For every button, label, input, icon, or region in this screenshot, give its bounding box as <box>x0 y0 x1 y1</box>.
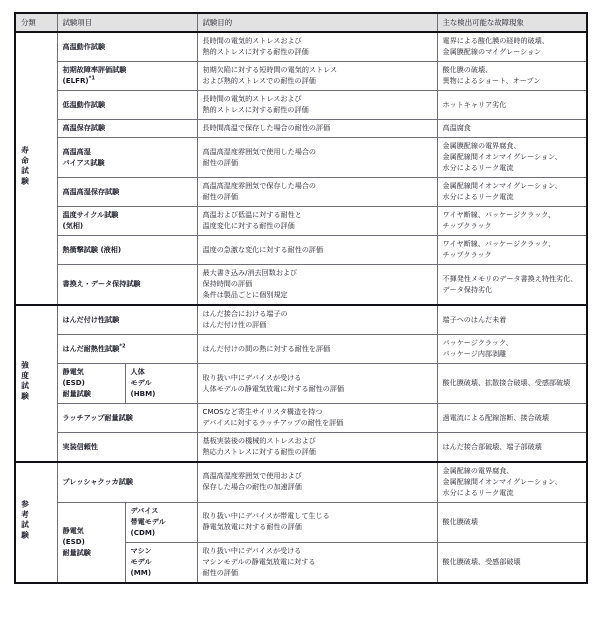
test-purpose-cell: 最大書き込み/消去回数および 保持時間の評価 条件は製品ごとに個別規定 <box>197 265 437 305</box>
table-row <box>15 335 587 364</box>
test-submodel-cell: デバイス 帯電モデル (CDM) <box>125 502 197 542</box>
test-submodel-cell: マシン モデル (MM) <box>125 542 197 582</box>
test-item-cell: 低温動作試験 <box>57 91 197 120</box>
header-fault: 主な検出可能な故障現象 <box>437 13 587 32</box>
group-label-1 <box>15 32 57 305</box>
test-item-cell: 静電気 (ESD) 耐量試験 <box>57 502 125 582</box>
test-purpose-cell: 高温高湿度雰囲気で使用および 保存した場合の耐性の加速評価 <box>197 462 437 502</box>
table-row <box>15 62 587 91</box>
test-purpose-cell: 初期欠陥に対する短時間の電気的ストレス および熱的ストレスでの耐性の評価 <box>197 62 437 91</box>
test-item-cell: はんだ耐熱性試験$^{*2}$ <box>57 335 197 364</box>
test-purpose-cell: はんだ接合における端子の はんだ付け性の評価 <box>197 305 437 334</box>
fault-phenomenon-cell: 電界による酸化膜の経時的破壊、 金属膜配線のマイグレーション <box>437 32 587 61</box>
test-item-cell: 初期故障率評価試験 (ELFR)$^{*1}$ <box>57 62 197 91</box>
fault-phenomenon-cell: 金属配線間イオンマイグレーション、 水分によるリーク電流 <box>437 178 587 207</box>
header-purpose: 試験目的 <box>197 13 437 32</box>
test-item-cell: 書換え・データ保持試験 <box>57 265 197 305</box>
table-row <box>15 207 587 236</box>
test-purpose-cell: 長時間の電気的ストレスおよび 熱的ストレスに対する耐性の評価 <box>197 91 437 120</box>
fault-phenomenon-cell: 酸化膜破壊、受感部破壊 <box>437 542 587 582</box>
table-row <box>15 265 587 305</box>
fault-phenomenon-cell: 金属配線の電界腐食、 金属配線間イオンマイグレーション、 水分によるリーク電流 <box>437 462 587 502</box>
test-item-cell: 高温保存試験 <box>57 120 197 138</box>
fault-phenomenon-cell: 端子へのはんだ未着 <box>437 305 587 334</box>
table-header <box>15 13 587 32</box>
test-purpose-cell: 長時間高温で保存した場合の耐性の評価 <box>197 120 437 138</box>
table-row <box>15 91 587 120</box>
fault-phenomenon-cell: 酸化膜破壊 <box>437 502 587 542</box>
table-row <box>15 433 587 462</box>
test-item-cell: 高温高湿保存試験 <box>57 178 197 207</box>
table-row <box>15 138 587 178</box>
fault-phenomenon-cell: ホットキャリア劣化 <box>437 91 587 120</box>
table-body <box>15 32 587 582</box>
fault-phenomenon-cell: 酸化膜の破壊、 異物によるショート、オープン <box>437 62 587 91</box>
table-row <box>15 305 587 334</box>
group-label-3 <box>15 462 57 583</box>
reliability-test-table <box>14 12 588 584</box>
group-label-text: 強度試験 <box>20 361 30 402</box>
test-item-cell: 静電気 (ESD) 耐量試験 <box>57 364 125 404</box>
test-item-cell: ラッチアップ耐量試験 <box>57 404 197 433</box>
group-label-2 <box>15 305 57 462</box>
fault-phenomenon-cell: ワイヤ断線、パッケージクラック、 チップクラック <box>437 207 587 236</box>
table-row <box>15 32 587 61</box>
test-purpose-cell: CMOSなど寄生サイリスタ構造を持つ デバイスに対するラッチアップの耐性を評価 <box>197 404 437 433</box>
test-item-cell: 高温動作試験 <box>57 32 197 61</box>
test-item-cell: 熱衝撃試験 (液相) <box>57 236 197 265</box>
test-purpose-cell: 基板実装後の機械的ストレスおよび 熱応力ストレスに対する耐性の評価 <box>197 433 437 462</box>
test-purpose-cell: はんだ付けの間の熱に対する耐性を評価 <box>197 335 437 364</box>
test-purpose-cell: 高温高湿度雰囲気で保存した場合の 耐性の評価 <box>197 178 437 207</box>
fault-phenomenon-cell: はんだ接合部破壊、端子部破壊 <box>437 433 587 462</box>
fault-phenomenon-cell: ワイヤ断線、パッケージクラック、 チップクラック <box>437 236 587 265</box>
test-item-cell: プレッシャクッカ試験 <box>57 462 197 502</box>
fault-phenomenon-cell: パッケージクラック、 パッケージ内部剥離 <box>437 335 587 364</box>
test-purpose-cell: 高温および低温に対する耐性と 温度変化に対する耐性の評価 <box>197 207 437 236</box>
test-item-cell: 温度サイクル試験 (気相) <box>57 207 197 236</box>
header-item: 試験項目 <box>57 13 197 32</box>
fault-phenomenon-cell: 高温腐食 <box>437 120 587 138</box>
test-purpose-cell: 長時間の電気的ストレスおよび 熱的ストレスに対する耐性の評価 <box>197 32 437 61</box>
test-purpose-cell: 取り扱い中にデバイスが受ける 人体モデルの静電気放電に対する耐性の評価 <box>197 364 437 404</box>
table-row <box>15 364 587 404</box>
table-row <box>15 178 587 207</box>
fault-phenomenon-cell: 酸化膜破壊、拡散接合破壊、受感部破壊 <box>437 364 587 404</box>
fault-phenomenon-cell: 過電流による配線溶断、接合破壊 <box>437 404 587 433</box>
test-purpose-cell: 温度の急激な変化に対する耐性の評価 <box>197 236 437 265</box>
test-purpose-cell: 高温高湿度雰囲気で使用した場合の 耐性の評価 <box>197 138 437 178</box>
group-label-text: 寿命試験 <box>20 146 30 188</box>
test-item-cell: 高温高湿 バイアス試験 <box>57 138 197 178</box>
group-label-text: 参考試験 <box>20 500 30 541</box>
test-item-cell: はんだ付け性試験 <box>57 305 197 334</box>
fault-phenomenon-cell: 不揮発性メモリのデータ書換え特性劣化、 データ保持劣化 <box>437 265 587 305</box>
table-row <box>15 404 587 433</box>
fault-phenomenon-cell: 金属膜配線の電界腐食、 金属配線間イオンマイグレーション、 水分によるリーク電流 <box>437 138 587 178</box>
header-row <box>15 13 587 32</box>
table-row <box>15 236 587 265</box>
header-group: 分類 <box>15 13 57 32</box>
test-purpose-cell: 取り扱い中にデバイスが受ける マシンモデルの静電気放電に対する 耐性の評価 <box>197 542 437 582</box>
footnote-marker: *2 <box>119 343 126 350</box>
table-row <box>15 502 587 542</box>
table-row <box>15 462 587 502</box>
test-submodel-cell: 人体 モデル (HBM) <box>125 364 197 404</box>
footnote-marker: *1 <box>88 76 95 83</box>
table-row <box>15 120 587 138</box>
test-item-cell: 実装信頼性 <box>57 433 197 462</box>
test-purpose-cell: 取り扱い中にデバイスが帯電して生じる 静電気放電に対する耐性の評価 <box>197 502 437 542</box>
